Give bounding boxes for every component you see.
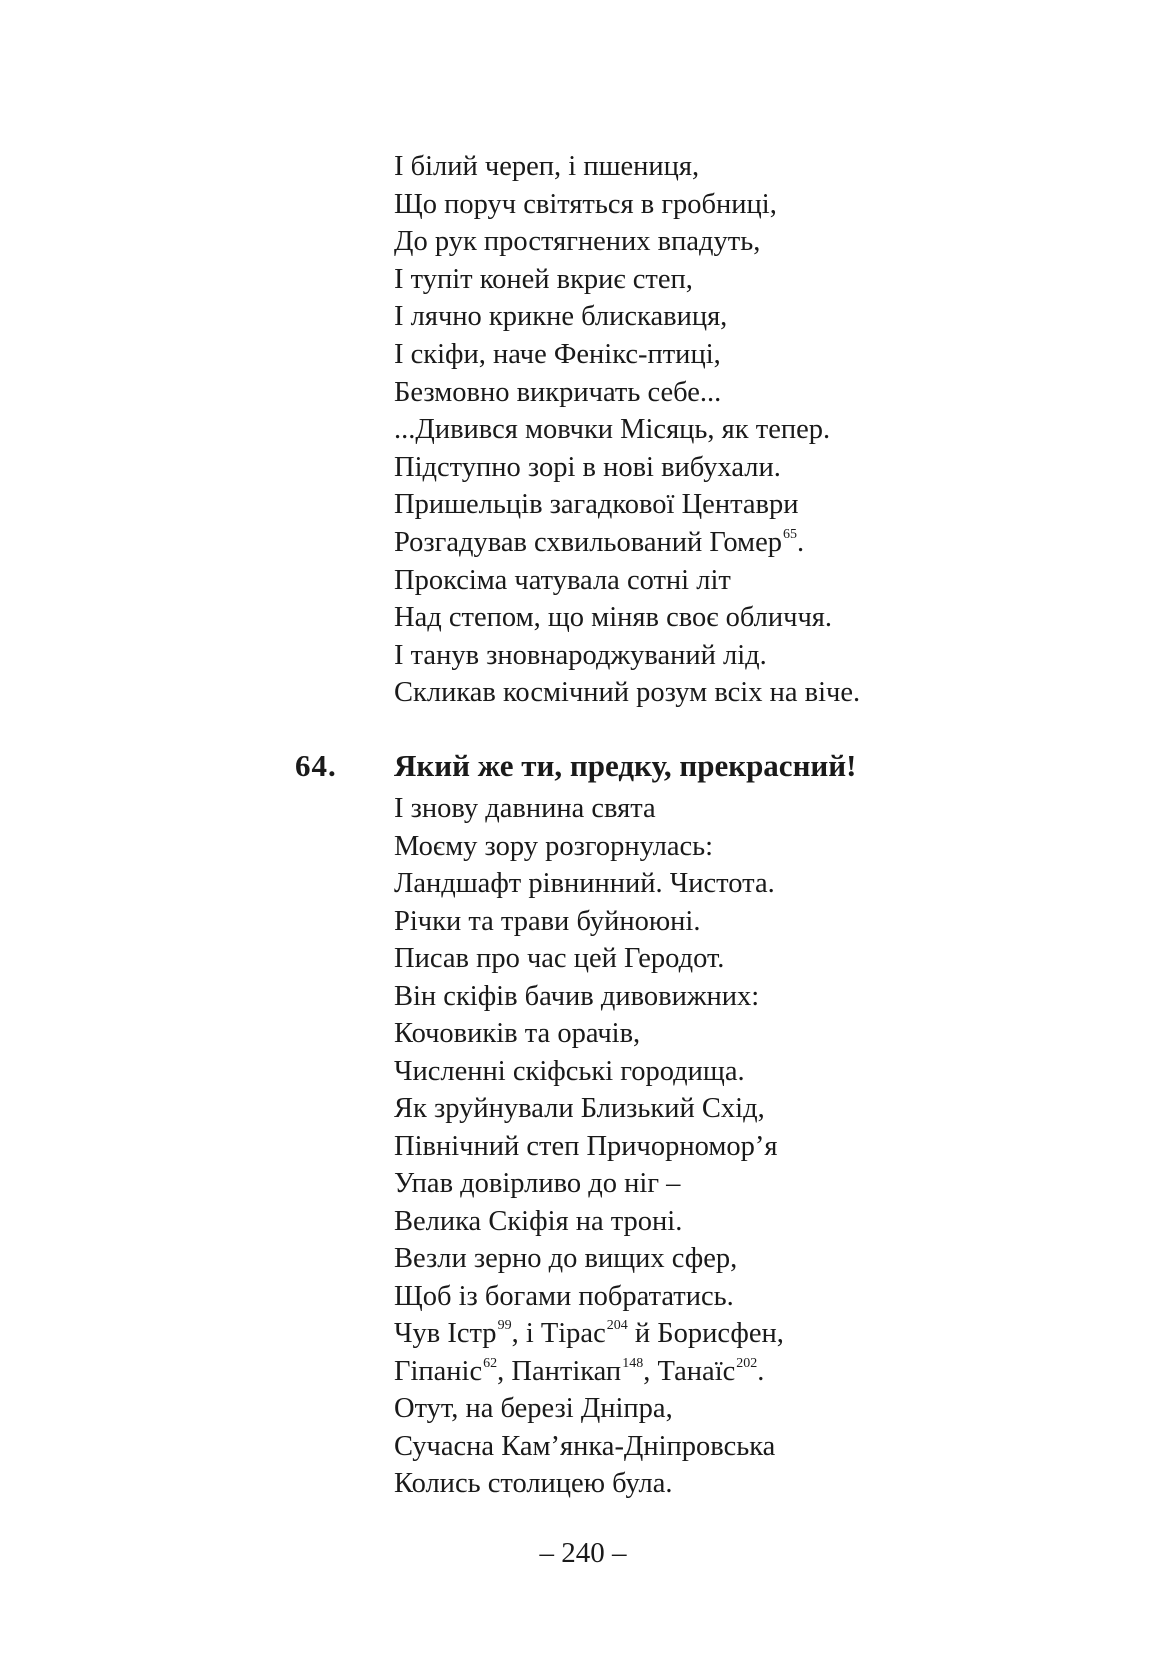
verse-line: І лячно крикне блискавиця,	[394, 301, 728, 333]
verse-line: І знову давнина свята	[394, 793, 656, 824]
verse-line: Над степом, що міняв своє обличчя.	[394, 602, 833, 634]
verse-line-with-footnote	[394, 524, 860, 562]
verse-line: І скіфи, наче Фенікс-птиці,	[394, 338, 721, 370]
footnote-ref: 99	[497, 1318, 512, 1333]
verse-line: Він скіфів бачив дивовижних:	[394, 980, 760, 1012]
footnote-ref: 62	[483, 1355, 498, 1371]
section-number: 64.	[295, 748, 337, 783]
verse-line: Річки та трави буйноюні.	[394, 905, 701, 937]
verse-line: І танув зновнароджуваний лід.	[394, 639, 767, 671]
line-text: Розгадував схвильований Гомер	[394, 526, 782, 558]
verse-line: Везли зерно до вищих сфер,	[394, 1243, 738, 1274]
section-heading	[0, 744, 1166, 788]
line-text: .	[796, 526, 805, 558]
verse-line: Моєму зору розгорнулась:	[394, 830, 714, 862]
verse-line: Писав про час цей Геродот.	[394, 943, 725, 974]
verse-line: Як зруйнували Близький Схід,	[394, 1093, 765, 1124]
verse-line: Велика Скіфія на троні.	[394, 1205, 683, 1237]
verse-line-with-footnotes	[394, 1353, 784, 1391]
line-text: Гіпаніс	[394, 1355, 483, 1387]
verse-line: Отут, на березі Дніпра,	[394, 1393, 673, 1424]
verse-line: Щоб із богами побрататись.	[394, 1280, 734, 1312]
verse-line: Численні скіфські городища.	[394, 1055, 745, 1087]
verse-line-with-footnotes	[394, 1315, 784, 1353]
verse-line: Скликав космічний розум всіх на віче.	[394, 677, 861, 709]
line-text: , Пантікап	[497, 1355, 622, 1387]
verse-line: Що поруч світяться в гробниці,	[394, 188, 777, 220]
verse-line: До рук простягнених впадуть,	[394, 226, 761, 258]
line-text: , Танаїс	[643, 1355, 736, 1387]
line-text: й Борисфен,	[627, 1318, 784, 1349]
verse-line: Колись столицею була.	[394, 1468, 673, 1499]
verse-line: Безмовно викричать себе...	[394, 376, 722, 408]
footnote-ref: 204	[606, 1318, 628, 1333]
line-text: .	[757, 1355, 765, 1387]
verse-line: Кочовиків та орачів,	[394, 1018, 641, 1049]
verse-line: Проксіма чатувала сотні літ	[394, 564, 731, 596]
verse-line: Ландшафт рівнинний. Чистота.	[394, 868, 775, 899]
page-number: – 240 –	[539, 1537, 627, 1569]
verse-line: Упав довірливо до ніг –	[394, 1168, 681, 1199]
verse-line: Пришельців загадкової Центаври	[394, 489, 799, 521]
line-text: Чув Істр	[394, 1318, 497, 1349]
verse-line: І білий череп, і пшениця,	[394, 151, 700, 182]
verse-line: Підступно зорі в нові вибухали.	[394, 451, 781, 483]
verse-line: ...Дивився мовчки Місяць, як тепер.	[394, 414, 831, 446]
verse-stanza-top	[394, 148, 860, 712]
footnote-ref: 202	[736, 1355, 758, 1371]
verse-line: Північний степ Причорномор’я	[394, 1130, 778, 1162]
line-text: , і Тірас	[511, 1318, 606, 1349]
verse-line: Сучасна Кам’янка-Дніпровська	[394, 1430, 776, 1462]
footnote-ref: 148	[622, 1355, 644, 1371]
footnote-ref: 65	[782, 526, 797, 542]
verse-stanza-bottom	[394, 790, 784, 1503]
verse-line: І тупіт коней вкриє степ,	[394, 263, 693, 295]
section-title: Який же ти, предку, прекрасний!	[394, 748, 857, 783]
